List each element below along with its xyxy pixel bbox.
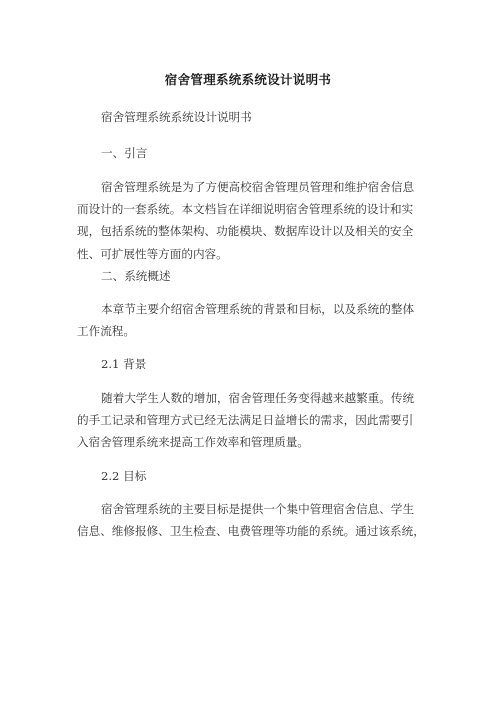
paragraph-line: 随着大学生人数的增加，宿舍管理任务变得越来越繁重。传统 <box>101 391 415 405</box>
section-heading-background: 2.1 背景 <box>101 357 147 371</box>
document-subtitle: 宿舍管理系统系统设计说明书 <box>101 110 252 124</box>
paragraph-line: 宿舍管理系统是为了方便高校宿舍管理员管理和维护宿舍信息 <box>101 180 415 194</box>
paragraph-line: 本章节主要介绍宿舍管理系统的背景和目标，以及系统的整体 <box>101 302 415 316</box>
paragraph-background <box>77 387 437 454</box>
section-heading-goal: 2.2 目标 <box>101 469 147 483</box>
paragraph-line: 而设计的一套系统。本文档旨在详细说明宿舍管理系统的设计和实 <box>77 202 414 217</box>
paragraph-overview <box>77 298 437 342</box>
paragraph-goal <box>77 498 437 542</box>
paragraph-line: 的手工记录和管理方式已经无法满足日益增长的需求，因此需要引 <box>77 413 414 428</box>
document-title: 宿舍管理系统系统设计说明书 <box>164 72 332 87</box>
paragraph-line: 信息、维修报修、卫生检查、电费管理等功能的系统。通过该系统， <box>77 524 425 539</box>
paragraph-line: 入宿舍管理系统来提高工作效率和管理质量。 <box>77 435 309 450</box>
paragraph-intro <box>77 176 437 265</box>
paragraph-line: 宿舍管理系统的主要目标是提供一个集中管理宿舍信息、学生 <box>101 502 415 516</box>
paragraph-line: 现，包括系统的整体架构、功能模块、数据库设计以及相关的安全 <box>77 224 414 239</box>
section-heading-overview: 二、系统概述 <box>101 269 171 283</box>
paragraph-line: 工作流程。 <box>77 324 135 339</box>
paragraph-line: 性、可扩展性等方面的内容。 <box>77 246 228 261</box>
section-heading-intro: 一、引言 <box>101 146 148 160</box>
